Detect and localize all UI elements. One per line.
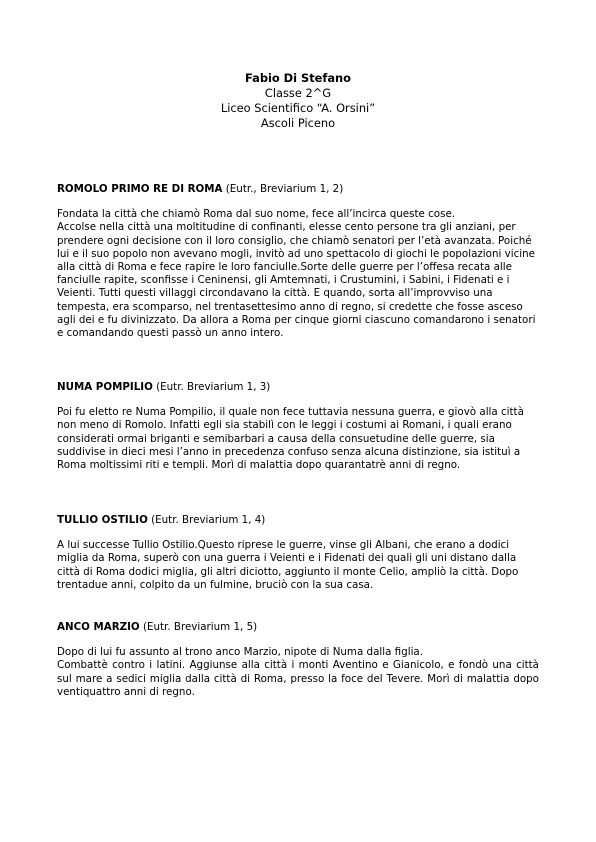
section-heading: [57, 381, 539, 394]
paragraph: Dopo di lui fu assunto al trono anco Marzio, nipote di Numa dalla figlia.: [57, 646, 424, 659]
section-tullio: [57, 514, 539, 592]
paragraph: Combattè contro i latini. Aggiunse alla città i monti Aventino e Gianicolo, e fondò una città sul mare a sedici miglia dalla città di Roma, presso la foce del Tevere. Morì di malattia dopo ventiquattro anni di regno.: [57, 659, 539, 698]
author-name: Fabio Di Stefano: [245, 71, 351, 85]
section-text: [57, 208, 539, 340]
city-name: Ascoli Piceno: [260, 116, 336, 130]
section-heading: [57, 183, 539, 196]
school-name: Liceo Scientifico “A. Orsini”: [220, 101, 376, 115]
section-title: ANCO MARZIO: [57, 621, 140, 633]
paragraph: Accolse nella città una moltitudine di confinanti, elesse cento persone tra gli anziani, per prendere ogni decisione con il loro consiglio, che chiamò senatori per l’età avanzata. Poiché lui e il suo popolo non avevano mogli, invitò ad uno spettacolo di giochi le popolazioni vicine alla città di Roma e fece rapire le loro fanciulle.Sorte delle guerre per l’offesa recata alle fanciulle rapite, sconfisse i Ceninensi, gli Amtemnati, i Crustumini, i Sabini, i Fidenati e i Veienti. Tutti questi villaggi circondavano la città. E quando, sorta all’improvviso una tempesta, era scomparso, nel trentasettesimo anno di regno, si credette che fosse asceso agli dei e fu divinizzato. Da allora a Roma per cinque giorni ciascuno comandarono i senatori e comandando questi passò un anno intero.: [57, 221, 536, 340]
section-source: (Eutr. Breviarium 1, 4): [147, 514, 266, 526]
section-text: [57, 646, 539, 699]
section-title: NUMA POMPILIO: [57, 381, 153, 393]
section-source: (Eutr. Breviarium 1, 3): [152, 381, 271, 393]
section-heading: [57, 621, 539, 634]
paragraph: Fondata la città che chiamò Roma dal suo nome, fece all’incirca queste cose.: [57, 208, 456, 221]
section-romolo: [57, 183, 539, 340]
section-source: (Eutr. Breviarium 1, 5): [139, 621, 258, 633]
document-header: [0, 71, 596, 131]
section-numa: [57, 381, 539, 472]
section-title: ROMOLO PRIMO RE DI ROMA: [57, 183, 223, 195]
section-text: [57, 539, 539, 592]
paragraph: A lui successe Tullio Ostilio.Questo riprese le guerre, vinse gli Albani, che erano a dodici miglia da Roma, superò con una guerra i Veienti e i Fidenati dei quali gli uni distano dalla città di Roma dodici miglia, gli altri diciotto, aggiunto il monte Celio, ampliò la città. Dopo trentadue anni, colpito da un fulmine, bruciò con la sua casa.: [57, 539, 519, 591]
section-text: [57, 406, 539, 472]
section-anco: [57, 621, 539, 699]
section-title: TULLIO OSTILIO: [57, 514, 148, 526]
section-heading: [57, 514, 539, 527]
paragraph: Poi fu eletto re Numa Pompilio, il quale non fece tuttavia nessuna guerra, e giovò alla città non meno di Romolo. Infatti egli sia stabilì con le leggi i costumi ai Romani, i quali erano considerati ormai briganti e semibarbari a causa della consuetudine delle guerre, sia suddivise in dieci mesi l’anno in precedenza confuso senza alcuna distinzione, sia istituì a Roma moltissimi riti e templi. Morì di malattia dopo quarantatrè anni di regno.: [57, 406, 524, 472]
class-label: Classe 2^G: [264, 86, 332, 100]
section-source: (Eutr., Breviarium 1, 2): [222, 183, 344, 195]
